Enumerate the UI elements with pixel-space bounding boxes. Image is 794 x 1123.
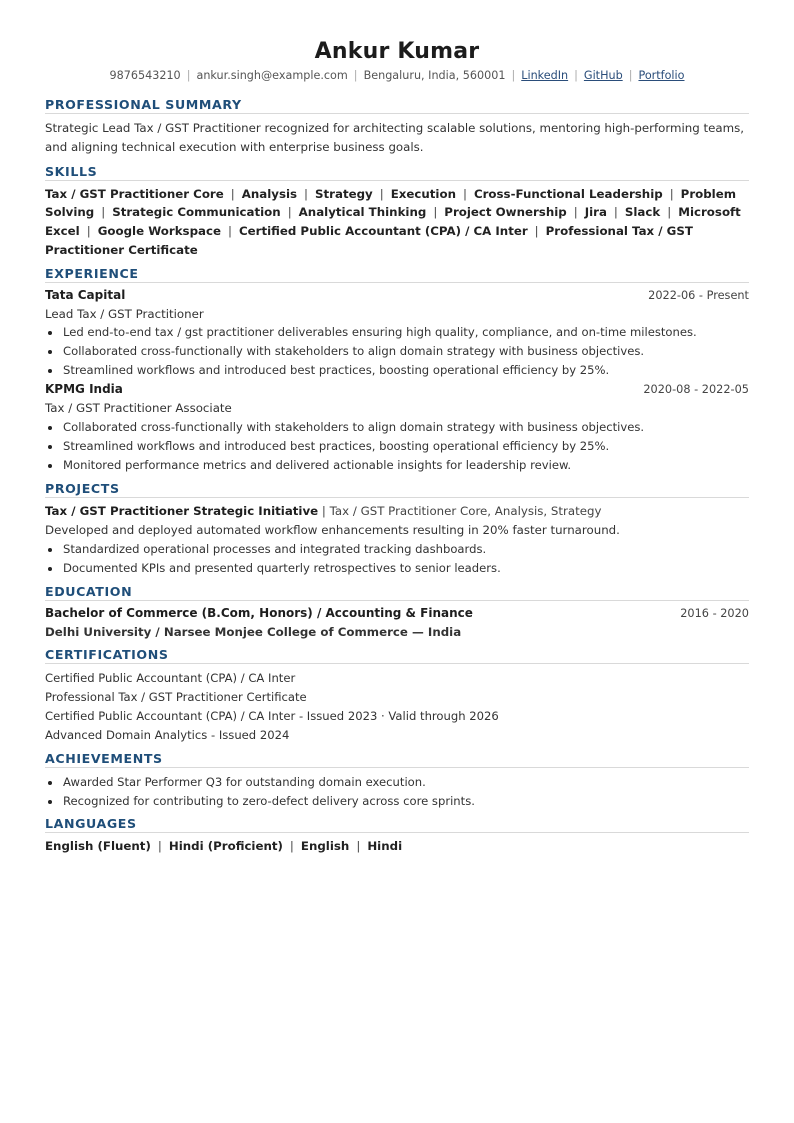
projects-section (45, 480, 749, 578)
list-separator: | (433, 205, 438, 220)
list-item: Certified Public Accountant (CPA) / CA Inter (45, 671, 296, 686)
skill-item: Strategy (315, 186, 373, 201)
languages-list (45, 837, 749, 856)
list-item: Awarded Star Performer Q3 for outstanding domain execution. (45, 773, 749, 792)
list-item: Monitored performance metrics and delivered actionable insights for leadership review. (45, 456, 749, 475)
project-separator: | (321, 503, 326, 518)
list-item: Streamlined workflows and introduced best practices, boosting operational efficiency by 25%. (45, 361, 749, 380)
project-tech: Tax / GST Practitioner Core, Analysis, Strategy (329, 503, 602, 518)
list-item: Professional Tax / GST Practitioner Certificate (45, 690, 307, 705)
summary-section (45, 96, 749, 157)
list-item: Documented KPIs and presented quarterly retrospectives to senior leaders. (45, 559, 749, 578)
project-header (45, 502, 749, 521)
list-separator: | (289, 839, 294, 854)
skill-item: Strategic Communication (112, 205, 281, 220)
project-description: Developed and deployed automated workflow enhancements resulting in 20% faster turnaround. (45, 522, 620, 537)
skill-item: Execution (390, 186, 456, 201)
section-title-languages: LANGUAGES (45, 815, 749, 833)
job-header (45, 380, 749, 399)
list-item: Advanced Domain Analytics - Issued 2024 (45, 728, 290, 743)
education-dates: 2016 - 2020 (680, 606, 749, 620)
summary-text: Strategic Lead Tax / GST Practitioner recognized for architecting scalable solutions, mentoring high-performing teams, and aligning technical execution with enterprise business goals. (45, 121, 745, 154)
list-separator: | (157, 839, 162, 854)
achievements-section (45, 750, 749, 811)
contact-separator: | (574, 69, 578, 82)
job-header (45, 286, 749, 305)
section-title-projects: PROJECTS (45, 480, 749, 498)
job-entry (45, 380, 749, 475)
project-name: Tax / GST Practitioner Strategic Initiative (45, 503, 319, 518)
list-separator: | (287, 205, 292, 220)
contact-line (45, 67, 749, 84)
language-item: English (Fluent) (45, 839, 151, 854)
list-item: Standardized operational processes and integrated tracking dashboards. (45, 540, 749, 559)
contact-separator: | (186, 69, 191, 82)
skill-item: Cross-Functional Leadership (473, 186, 663, 201)
list-separator: | (462, 186, 467, 201)
skill-item: Analytical Thinking (298, 205, 427, 220)
skill-item: Problem Solving (45, 186, 737, 220)
section-title-certifications: CERTIFICATIONS (45, 646, 749, 664)
job-role: Lead Tax / GST Practitioner (45, 306, 204, 321)
language-item: Hindi (Proficient) (168, 839, 283, 854)
list-separator: | (573, 205, 578, 220)
degree-name: Bachelor of Commerce (B.Com, Honors) / Accounting & Finance (45, 605, 473, 620)
job-role: Tax / GST Practitioner Associate (45, 401, 232, 416)
list-separator: | (379, 186, 384, 201)
phone-number: 9876543210 (109, 69, 181, 82)
section-title-education: EDUCATION (45, 583, 749, 601)
section-title-achievements: ACHIEVEMENTS (45, 750, 749, 768)
language-item: English (300, 839, 350, 854)
contact-separator: | (511, 69, 516, 82)
skill-item: Professional Tax / GST Practitioner Certificate (45, 224, 693, 257)
skill-item: Jira (584, 205, 607, 220)
location: Bengaluru, India, 560001 (363, 69, 506, 82)
contact-separator: | (628, 69, 633, 82)
resume-page (45, 38, 749, 856)
skills-section (45, 163, 749, 260)
skill-item: Tax / GST Practitioner Core (45, 186, 224, 201)
skill-item: Microsoft Excel (45, 205, 741, 239)
job-bullets (45, 323, 749, 380)
list-separator: | (613, 205, 618, 220)
skills-list (45, 185, 749, 260)
languages-section (45, 815, 749, 856)
list-separator: | (356, 839, 361, 854)
skill-item: Project Ownership (444, 205, 567, 220)
certification-list (45, 669, 749, 745)
institution-name: Delhi University / Narsee Monjee College of Commerce — India (45, 624, 462, 639)
achievement-bullets (45, 773, 749, 811)
list-separator: | (230, 186, 235, 201)
language-item: Hindi (367, 839, 403, 854)
skill-item: Google Workspace (97, 224, 221, 239)
list-item: Led end-to-end tax / gst practitioner deliverables ensuring high quality, compliance, and on-time milestones. (45, 323, 749, 342)
experience-section (45, 265, 749, 475)
job-dates: 2020-08 - 2022-05 (643, 383, 749, 397)
list-item: Collaborated cross-functionally with stakeholders to align domain strategy with business objectives. (45, 342, 749, 361)
candidate-name: Ankur Kumar (314, 39, 480, 64)
list-item: Streamlined workflows and introduced best practices, boosting operational efficiency by 25%. (45, 437, 749, 456)
job-bullets (45, 418, 749, 475)
company-name: Tata Capital (45, 287, 126, 302)
list-separator: | (304, 186, 309, 201)
job-entry (45, 286, 749, 381)
list-item: Collaborated cross-functionally with stakeholders to align domain strategy with business objectives. (45, 418, 749, 437)
skill-item: Slack (624, 205, 661, 220)
skill-item: Certified Public Accountant (CPA) / CA Inter (238, 224, 528, 239)
list-separator: | (534, 224, 539, 239)
company-name: KPMG India (45, 382, 123, 397)
education-header (45, 604, 749, 623)
email-address: ankur.singh@example.com (196, 69, 348, 82)
list-item: Certified Public Accountant (CPA) / CA Inter - Issued 2023 · Valid through 2026 (45, 709, 499, 724)
portfolio-link[interactable]: Portfolio (638, 69, 685, 82)
education-section (45, 583, 749, 642)
list-separator: | (667, 205, 672, 220)
section-title-experience: EXPERIENCE (45, 265, 749, 283)
section-title-skills: SKILLS (45, 163, 749, 181)
list-item: Recognized for contributing to zero-defect delivery across core sprints. (45, 792, 749, 811)
github-link[interactable]: GitHub (583, 69, 623, 82)
list-separator: | (227, 224, 232, 239)
section-title-summary: PROFESSIONAL SUMMARY (45, 96, 749, 114)
list-separator: | (86, 224, 91, 239)
list-separator: | (101, 205, 106, 220)
skill-item: Analysis (241, 186, 298, 201)
list-separator: | (669, 186, 674, 201)
certifications-section (45, 646, 749, 745)
linkedin-link[interactable]: LinkedIn (521, 69, 569, 82)
project-bullets (45, 540, 749, 578)
job-dates: 2022-06 - Present (648, 288, 749, 302)
contact-separator: | (353, 69, 358, 82)
